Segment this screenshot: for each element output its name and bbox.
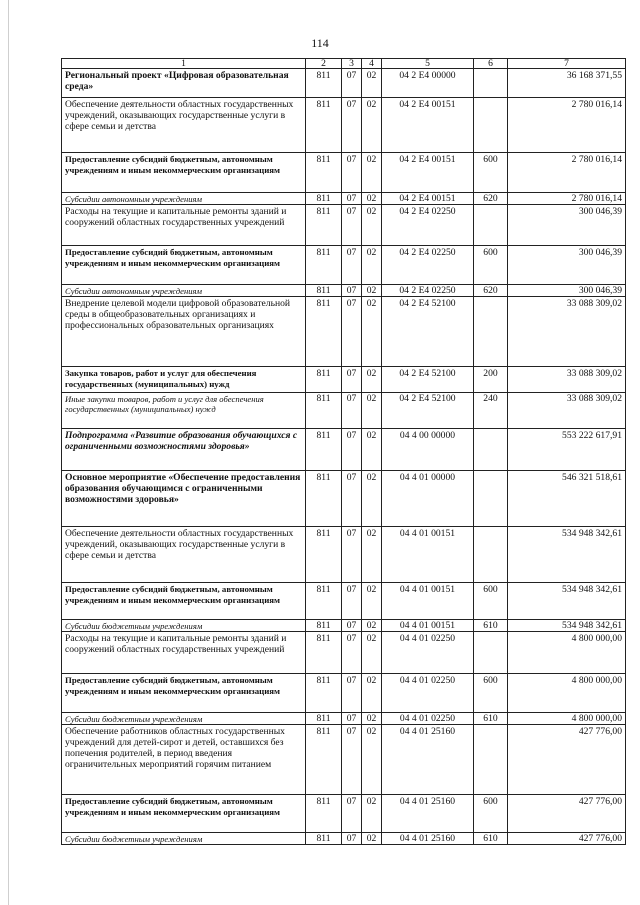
- table-row: [62, 725, 626, 795]
- row-gr-cell: 811: [306, 393, 342, 429]
- row-rz-cell: 07: [342, 285, 362, 297]
- row-gr-cell: 811: [306, 153, 342, 193]
- row-sum-cell: 300 046,39: [508, 246, 626, 285]
- row-csr-cell: 04 2 E4 52100: [382, 297, 474, 367]
- row-gr-cell: 811: [306, 246, 342, 285]
- row-csr-cell: 04 4 01 25160: [382, 725, 474, 795]
- table-row: [62, 98, 626, 153]
- table-row: [62, 632, 626, 674]
- row-rz-cell: 07: [342, 246, 362, 285]
- row-csr-cell: 04 2 E4 02250: [382, 205, 474, 246]
- row-name-cell: Предоставление субсидий бюджетным, автономным учреждениям и иным некоммерческим организациям: [62, 246, 306, 285]
- row-sum-cell: 534 948 342,61: [508, 583, 626, 620]
- row-sum-cell: 546 321 518,61: [508, 471, 626, 527]
- header-cell: 5: [382, 59, 474, 69]
- row-pr-cell: 02: [362, 583, 382, 620]
- row-csr-cell: 04 4 01 02250: [382, 632, 474, 674]
- row-pr-cell: 02: [362, 795, 382, 833]
- row-sum-cell: 427 776,00: [508, 725, 626, 795]
- table-row: [62, 583, 626, 620]
- row-rz-cell: 07: [342, 632, 362, 674]
- row-gr-cell: 811: [306, 674, 342, 713]
- row-pr-cell: 02: [362, 285, 382, 297]
- row-rz-cell: 07: [342, 471, 362, 527]
- row-csr-cell: 04 4 01 00000: [382, 471, 474, 527]
- row-pr-cell: 02: [362, 527, 382, 583]
- table-row: [62, 833, 626, 845]
- row-pr-cell: 02: [362, 725, 382, 795]
- row-csr-cell: 04 4 00 00000: [382, 429, 474, 471]
- row-sum-cell: 2 780 016,14: [508, 98, 626, 153]
- row-vr-cell: 620: [474, 193, 508, 205]
- row-vr-cell: 610: [474, 713, 508, 725]
- row-rz-cell: 07: [342, 98, 362, 153]
- row-gr-cell: 811: [306, 527, 342, 583]
- row-rz-cell: 07: [342, 429, 362, 471]
- row-rz-cell: 07: [342, 69, 362, 98]
- row-sum-cell: 534 948 342,61: [508, 620, 626, 632]
- row-rz-cell: 07: [342, 795, 362, 833]
- row-vr-cell: 600: [474, 795, 508, 833]
- table-row: [62, 246, 626, 285]
- row-pr-cell: 02: [362, 429, 382, 471]
- row-sum-cell: 4 800 000,00: [508, 674, 626, 713]
- row-vr-cell: 240: [474, 393, 508, 429]
- row-rz-cell: 07: [342, 367, 362, 393]
- row-name-cell: Обеспечение деятельности областных государственных учреждений, оказывающих государственные услуги в сфере семьи и детства: [62, 98, 306, 153]
- row-sum-cell: 300 046,39: [508, 285, 626, 297]
- table-row: [62, 429, 626, 471]
- row-gr-cell: 811: [306, 620, 342, 632]
- row-pr-cell: 02: [362, 367, 382, 393]
- row-csr-cell: 04 2 E4 52100: [382, 393, 474, 429]
- row-rz-cell: 07: [342, 725, 362, 795]
- row-sum-cell: 4 800 000,00: [508, 632, 626, 674]
- table-row: [62, 193, 626, 205]
- row-name-cell: Обеспечение деятельности областных государственных учреждений, оказывающих государственные услуги в сфере семьи и детства: [62, 527, 306, 583]
- row-pr-cell: 02: [362, 193, 382, 205]
- row-pr-cell: 02: [362, 471, 382, 527]
- row-csr-cell: 04 2 E4 02250: [382, 285, 474, 297]
- row-csr-cell: 04 2 E4 00151: [382, 153, 474, 193]
- row-gr-cell: 811: [306, 69, 342, 98]
- row-rz-cell: 07: [342, 193, 362, 205]
- row-vr-cell: [474, 297, 508, 367]
- row-csr-cell: 04 4 01 02250: [382, 713, 474, 725]
- row-gr-cell: 811: [306, 367, 342, 393]
- row-pr-cell: 02: [362, 632, 382, 674]
- row-name-cell: Предоставление субсидий бюджетным, автономным учреждениям и иным некоммерческим организациям: [62, 674, 306, 713]
- row-csr-cell: 04 2 E4 00000: [382, 69, 474, 98]
- row-rz-cell: 07: [342, 674, 362, 713]
- row-name-cell: Субсидии бюджетным учреждениям: [62, 833, 306, 845]
- header-cell: 6: [474, 59, 508, 69]
- table-row: [62, 205, 626, 246]
- header-cell: 3: [342, 59, 362, 69]
- row-pr-cell: 02: [362, 713, 382, 725]
- table-row: [62, 69, 626, 98]
- table-row: [62, 713, 626, 725]
- header-cell: 2: [306, 59, 342, 69]
- row-rz-cell: 07: [342, 620, 362, 632]
- row-sum-cell: 33 088 309,02: [508, 393, 626, 429]
- row-gr-cell: 811: [306, 632, 342, 674]
- row-pr-cell: 02: [362, 69, 382, 98]
- row-gr-cell: 811: [306, 583, 342, 620]
- row-sum-cell: 33 088 309,02: [508, 297, 626, 367]
- table-row: [62, 795, 626, 833]
- page-number: 114: [311, 36, 329, 50]
- row-gr-cell: 811: [306, 193, 342, 205]
- row-sum-cell: 36 168 371,55: [508, 69, 626, 98]
- row-name-cell: Закупка товаров, работ и услуг для обеспечения государственных (муниципальных) нужд: [62, 367, 306, 393]
- table-row: [62, 620, 626, 632]
- table-row: [62, 297, 626, 367]
- row-csr-cell: 04 4 01 02250: [382, 674, 474, 713]
- row-gr-cell: 811: [306, 429, 342, 471]
- row-name-cell: Субсидии автономным учреждениям: [62, 285, 306, 297]
- header-cell: 7: [508, 59, 626, 69]
- row-csr-cell: 04 4 01 25160: [382, 833, 474, 845]
- row-gr-cell: 811: [306, 795, 342, 833]
- row-vr-cell: [474, 205, 508, 246]
- table-row: [62, 153, 626, 193]
- row-vr-cell: [474, 471, 508, 527]
- row-gr-cell: 811: [306, 98, 342, 153]
- row-csr-cell: 04 2 E4 00151: [382, 193, 474, 205]
- row-gr-cell: 811: [306, 725, 342, 795]
- row-rz-cell: 07: [342, 297, 362, 367]
- row-pr-cell: 02: [362, 205, 382, 246]
- row-pr-cell: 02: [362, 620, 382, 632]
- row-name-cell: Предоставление субсидий бюджетным, автономным учреждениям и иным некоммерческим организациям: [62, 795, 306, 833]
- row-sum-cell: 553 222 617,91: [508, 429, 626, 471]
- row-sum-cell: 534 948 342,61: [508, 527, 626, 583]
- row-csr-cell: 04 4 01 00151: [382, 583, 474, 620]
- row-csr-cell: 04 2 E4 00151: [382, 98, 474, 153]
- scan-margin-line: [8, 0, 9, 905]
- row-sum-cell: 2 780 016,14: [508, 193, 626, 205]
- row-csr-cell: 04 4 01 00151: [382, 527, 474, 583]
- row-gr-cell: 811: [306, 713, 342, 725]
- row-name-cell: Предоставление субсидий бюджетным, автономным учреждениям и иным некоммерческим организациям: [62, 153, 306, 193]
- table-row: [62, 367, 626, 393]
- row-name-cell: Подпрограмма «Развитие образования обучающихся с ограниченными возможностями здоровья»: [62, 429, 306, 471]
- row-vr-cell: 600: [474, 153, 508, 193]
- row-name-cell: Региональный проект «Цифровая образовательная среда»: [62, 69, 306, 98]
- row-pr-cell: 02: [362, 297, 382, 367]
- row-name-cell: Внедрение целевой модели цифровой образовательной среды в общеобразовательных организациях и профессиональных образовательных организациях: [62, 297, 306, 367]
- row-vr-cell: [474, 98, 508, 153]
- row-name-cell: Иные закупки товаров, работ и услуг для обеспечения государственных (муниципальных) нужд: [62, 393, 306, 429]
- table-row: [62, 285, 626, 297]
- row-name-cell: Обеспечение работников областных государственных учреждений для детей-сирот и детей, оставшихся без попечения родителей, в период введения ограничительных мероприятий горячим питанием: [62, 725, 306, 795]
- row-pr-cell: 02: [362, 153, 382, 193]
- row-gr-cell: 811: [306, 297, 342, 367]
- table-row: [62, 393, 626, 429]
- row-sum-cell: 33 088 309,02: [508, 367, 626, 393]
- row-csr-cell: 04 2 E4 52100: [382, 367, 474, 393]
- row-csr-cell: 04 4 01 00151: [382, 620, 474, 632]
- row-name-cell: Расходы на текущие и капитальные ремонты зданий и сооружений областных государственных учреждений: [62, 205, 306, 246]
- table-row: [62, 674, 626, 713]
- row-vr-cell: 620: [474, 285, 508, 297]
- row-csr-cell: 04 4 01 25160: [382, 795, 474, 833]
- row-rz-cell: 07: [342, 393, 362, 429]
- table-row: [62, 471, 626, 527]
- row-sum-cell: 2 780 016,14: [508, 153, 626, 193]
- row-name-cell: Предоставление субсидий бюджетным, автономным учреждениям и иным некоммерческим организациям: [62, 583, 306, 620]
- row-sum-cell: 4 800 000,00: [508, 713, 626, 725]
- row-vr-cell: [474, 632, 508, 674]
- row-vr-cell: 600: [474, 674, 508, 713]
- row-pr-cell: 02: [362, 674, 382, 713]
- header-cell: 1: [62, 59, 306, 69]
- row-rz-cell: 07: [342, 583, 362, 620]
- row-gr-cell: 811: [306, 471, 342, 527]
- row-sum-cell: 427 776,00: [508, 795, 626, 833]
- row-name-cell: Расходы на текущие и капитальные ремонты зданий и сооружений областных государственных учреждений: [62, 632, 306, 674]
- row-pr-cell: 02: [362, 833, 382, 845]
- row-vr-cell: 610: [474, 833, 508, 845]
- row-sum-cell: 300 046,39: [508, 205, 626, 246]
- row-vr-cell: [474, 725, 508, 795]
- row-rz-cell: 07: [342, 153, 362, 193]
- row-gr-cell: 811: [306, 285, 342, 297]
- row-sum-cell: 427 776,00: [508, 833, 626, 845]
- row-pr-cell: 02: [362, 98, 382, 153]
- row-pr-cell: 02: [362, 393, 382, 429]
- row-gr-cell: 811: [306, 833, 342, 845]
- row-vr-cell: 600: [474, 583, 508, 620]
- row-name-cell: Субсидии бюджетным учреждениям: [62, 713, 306, 725]
- row-vr-cell: [474, 527, 508, 583]
- row-name-cell: Субсидии автономным учреждениям: [62, 193, 306, 205]
- row-pr-cell: 02: [362, 246, 382, 285]
- row-vr-cell: 200: [474, 367, 508, 393]
- row-vr-cell: 600: [474, 246, 508, 285]
- row-vr-cell: 610: [474, 620, 508, 632]
- row-rz-cell: 07: [342, 205, 362, 246]
- row-vr-cell: [474, 429, 508, 471]
- row-rz-cell: 07: [342, 713, 362, 725]
- row-name-cell: Основное мероприятие «Обеспечение предоставления образования обучающимся с ограниченными возможностями здоровья»: [62, 471, 306, 527]
- row-csr-cell: 04 2 E4 02250: [382, 246, 474, 285]
- header-row: [62, 59, 626, 69]
- row-vr-cell: [474, 69, 508, 98]
- table-row: [62, 527, 626, 583]
- row-name-cell: Субсидии бюджетным учреждениям: [62, 620, 306, 632]
- row-rz-cell: 07: [342, 833, 362, 845]
- header-cell: 4: [362, 59, 382, 69]
- row-rz-cell: 07: [342, 527, 362, 583]
- budget-table: [61, 58, 626, 845]
- row-gr-cell: 811: [306, 205, 342, 246]
